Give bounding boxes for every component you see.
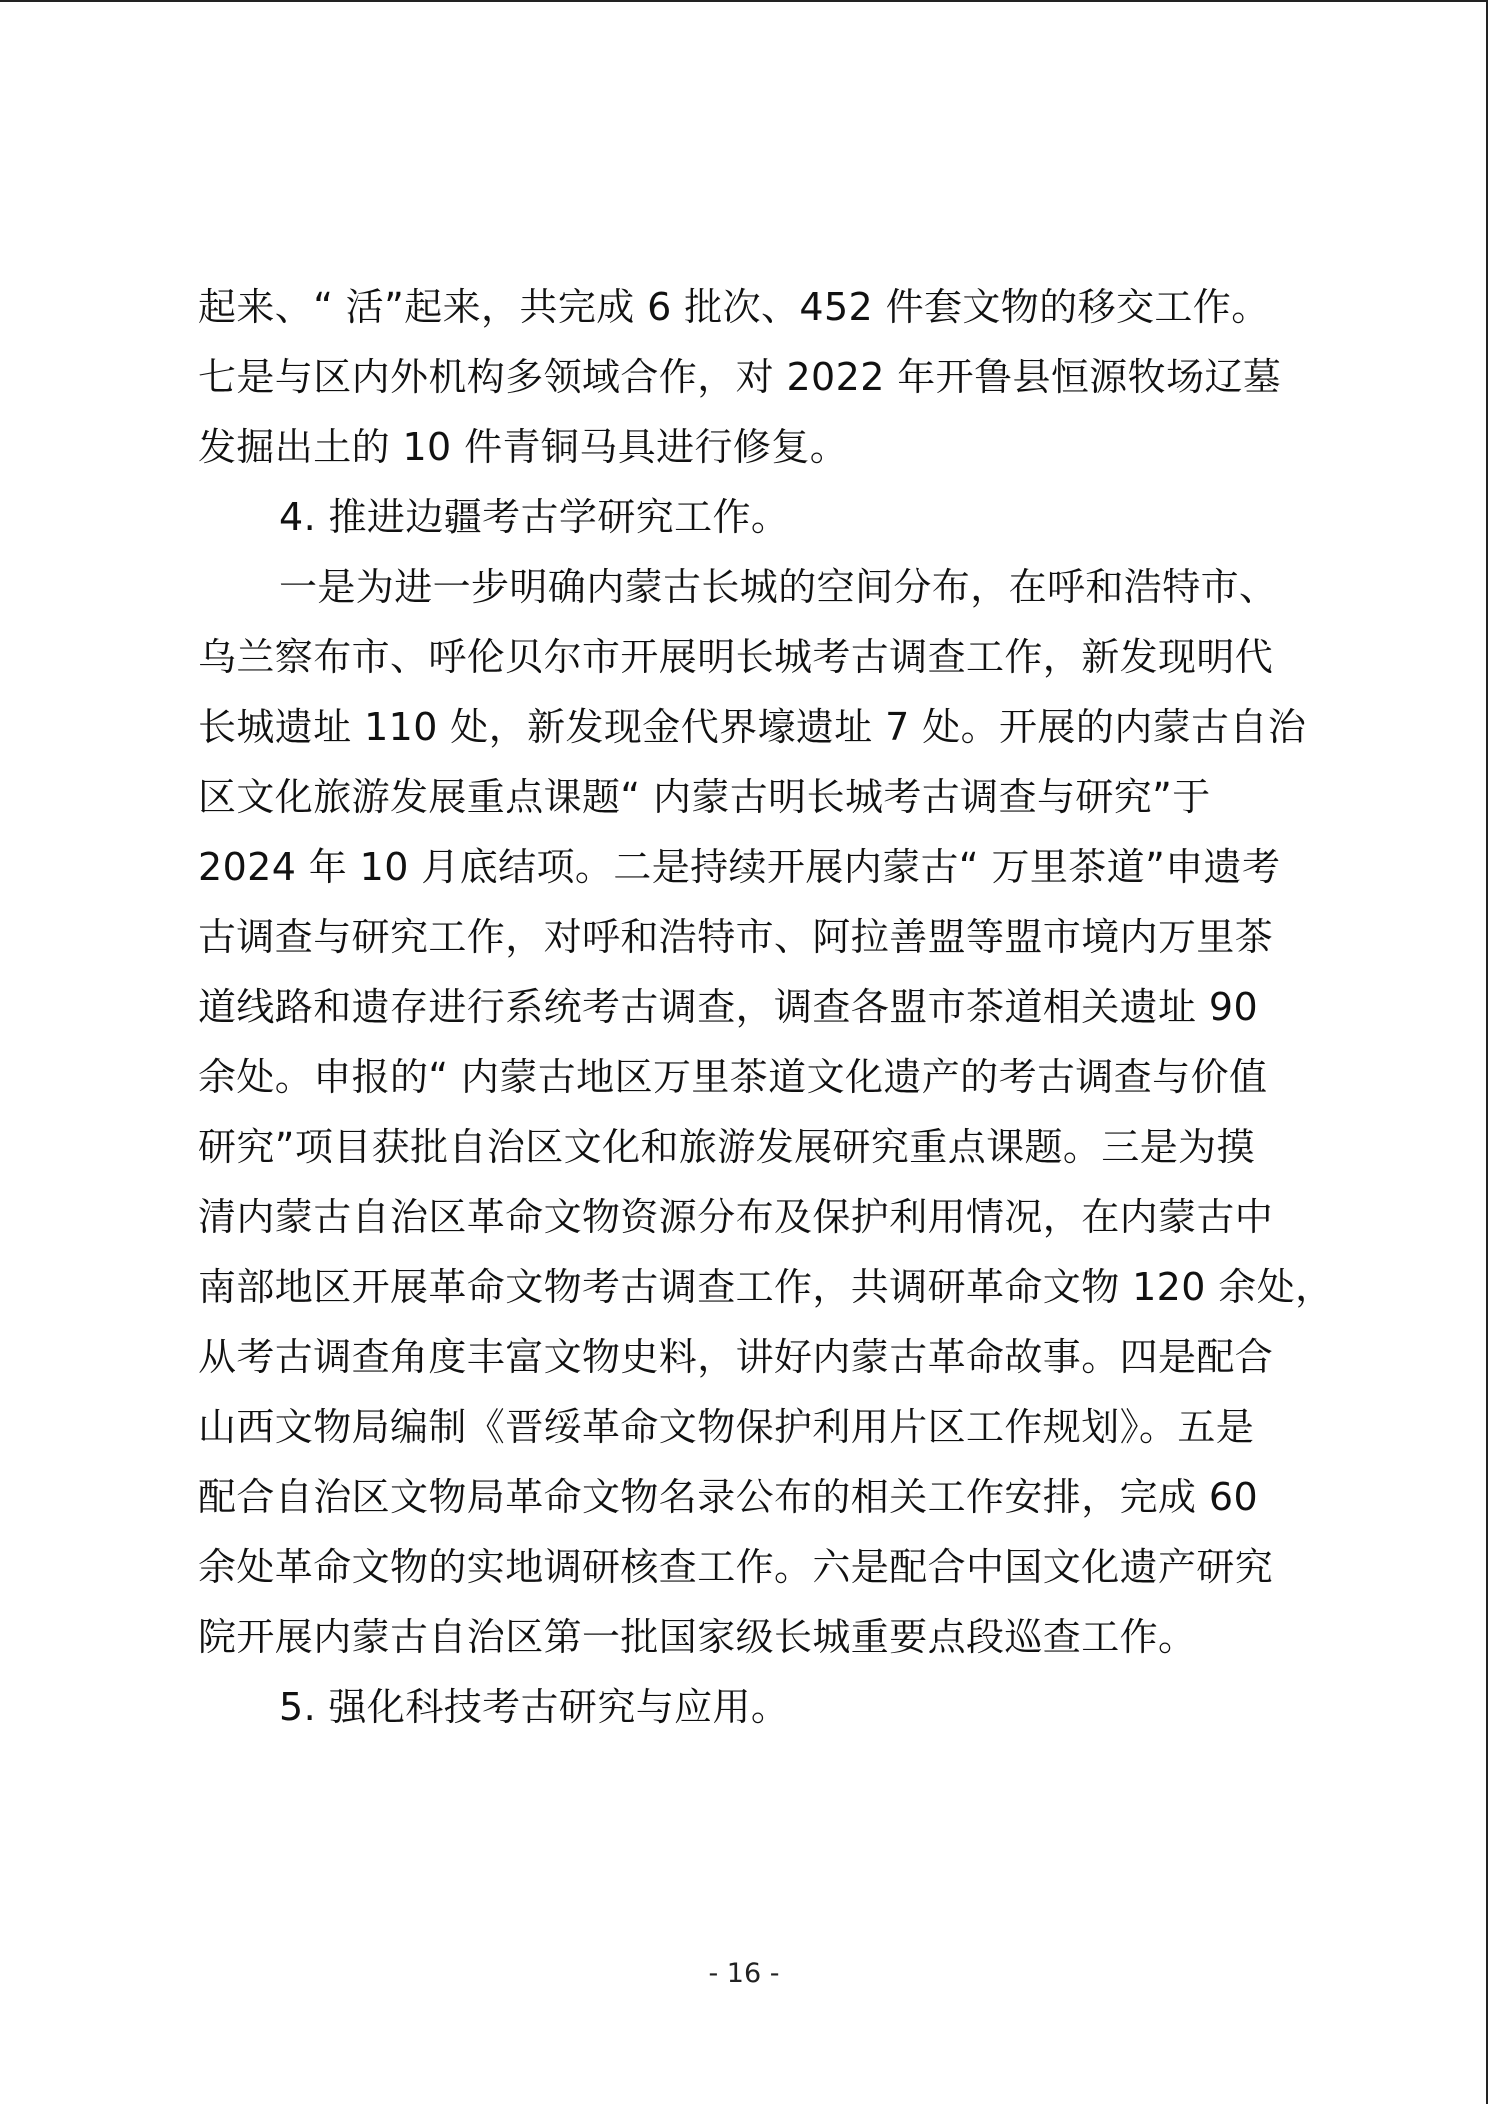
text-line: 院开展内蒙古自治区第一批国家级长城重要点段巡查工作。: [198, 1615, 1197, 1659]
text-line: 配合自治区文物局革命文物名录公布的相关工作安排，完成 60: [198, 1475, 1259, 1519]
text-line: 余处。申报的“ 内蒙古地区万里茶道文化遗产的考古调查与价值: [198, 1055, 1268, 1099]
text-line: 研究”项目获批自治区文化和旅游发展研究重点课题。三是为摸: [198, 1125, 1255, 1169]
text-line: 区文化旅游发展重点课题“ 内蒙古明长城考古调查与研究”于: [198, 775, 1211, 819]
page-number: - 16 -: [708, 1958, 780, 1989]
document-body: [198, 272, 1334, 1742]
text-line: 长城遗址 110 处，新发现金代界壕遗址 7 处。开展的内蒙古自治: [198, 705, 1307, 749]
text-line: 乌兰察布市、呼伦贝尔市开展明长城考古调查工作，新发现明代: [198, 635, 1274, 679]
text-line: 南部地区开展革命文物考古调查工作，共调研革命文物 120 余处，: [198, 1265, 1334, 1309]
text-line: 古调查与研究工作，对呼和浩特市、阿拉善盟等盟市境内万里茶: [198, 915, 1274, 959]
text-line: 2024 年 10 月底结项。二是持续开展内蒙古“ 万里茶道”申遗考: [198, 845, 1281, 889]
text-line: 发掘出土的 10 件青铜马具进行修复。: [198, 425, 849, 469]
text-line: 从考古调查角度丰富文物史料，讲好内蒙古革命故事。四是配合: [198, 1335, 1274, 1379]
text-line: 余处革命文物的实地调研核查工作。六是配合中国文化遗产研究: [198, 1545, 1274, 1589]
text-line: 道线路和遗存进行系统考古调查，调查各盟市茶道相关遗址 90: [198, 985, 1259, 1029]
section-heading: 4. 推进边疆考古学研究工作。: [279, 495, 790, 539]
text-line: 七是与区内外机构多领域合作，对 2022 年开鲁县恒源牧场辽墓: [198, 355, 1282, 399]
text-line: 起来、“ 活”起来，共完成 6 批次、452 件套文物的移交工作。: [198, 285, 1270, 329]
text-line: 山西文物局编制《晋绥革命文物保护利用片区工作规划》。五是: [198, 1405, 1255, 1449]
text-line: 清内蒙古自治区革命文物资源分布及保护利用情况，在内蒙古中: [198, 1195, 1274, 1239]
section-heading: 5. 强化科技考古研究与应用。: [279, 1685, 790, 1729]
paragraph-start: 一是为进一步明确内蒙古长城的空间分布，在呼和浩特市、: [279, 565, 1278, 609]
